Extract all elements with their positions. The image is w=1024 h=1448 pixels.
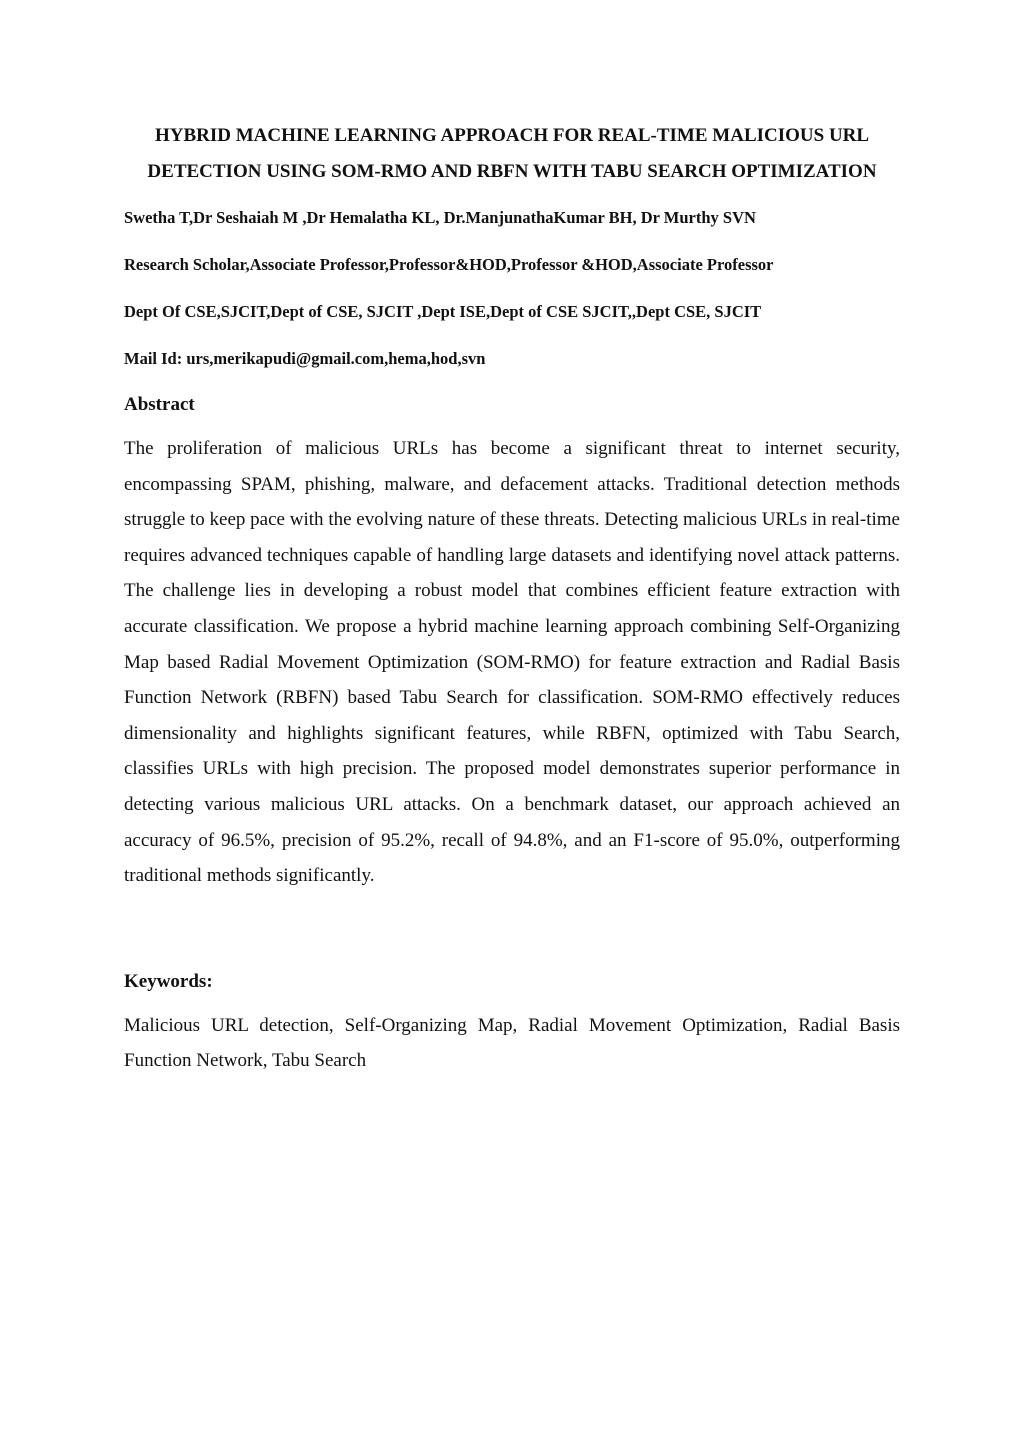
abstract-text: The proliferation of malicious URLs has become a significant threat to internet security, encompassing SPAM, phishing, malware, and defacement attacks. Traditional detection methods struggle to keep pace with the evolving nature of these threats. Detecting malicious URLs in real-time requires advanced techniques capable of handling large datasets and identifying novel attack patterns. The challenge lies in developing a robust model that combines efficient feature extraction with accurate classification. We propose a hybrid machine learning approach combining Self-Organizing Map based Radial Movement Optimization (SOM-RMO) for feature extraction and Radial Basis Function Network (RBFN) based Tabu Search for classification. SOM-RMO effectively reduces dimensionality and highlights significant features, while RBFN, optimized with Tabu Search, classifies URLs with high precision. The proposed model demonstrates superior performance in detecting various malicious URL attacks. On a benchmark dataset, our approach achieved an accuracy of 96.5%, precision of 95.2%, recall of 94.8%, and an F1-score of 95.0%, outperforming traditional methods significantly.	[124, 438, 900, 887]
author-list: Swetha T,Dr Seshaiah M ,Dr Hemalatha KL, Dr.ManjunathaKumar BH, Dr Murthy SVN	[124, 208, 756, 227]
author-departments: Dept Of CSE,SJCIT,Dept of CSE, SJCIT ,Dept ISE,Dept of CSE SJCIT,,Dept CSE, SJCIT	[124, 302, 762, 321]
paper-page	[124, 118, 900, 1079]
keywords-text: Malicious URL detection, Self-Organizing Map, Radial Movement Optimization, Radial Basis Function Network, Tabu Search	[124, 1014, 900, 1072]
author-roles: Research Scholar,Associate Professor,Professor&HOD,Professor &HOD,Associate Professor	[124, 255, 774, 274]
paper-title: HYBRID MACHINE LEARNING APPROACH FOR REAL-TIME MALICIOUS URL DETECTION USING SOM-RMO AND RBFN WITH TABU SEARCH OPTIMIZATION	[147, 125, 877, 182]
abstract-heading: Abstract	[124, 394, 195, 415]
keywords-heading: Keywords:	[124, 970, 213, 992]
author-mail: Mail Id: urs,merikapudi@gmail.com,hema,hod,svn	[124, 349, 486, 368]
